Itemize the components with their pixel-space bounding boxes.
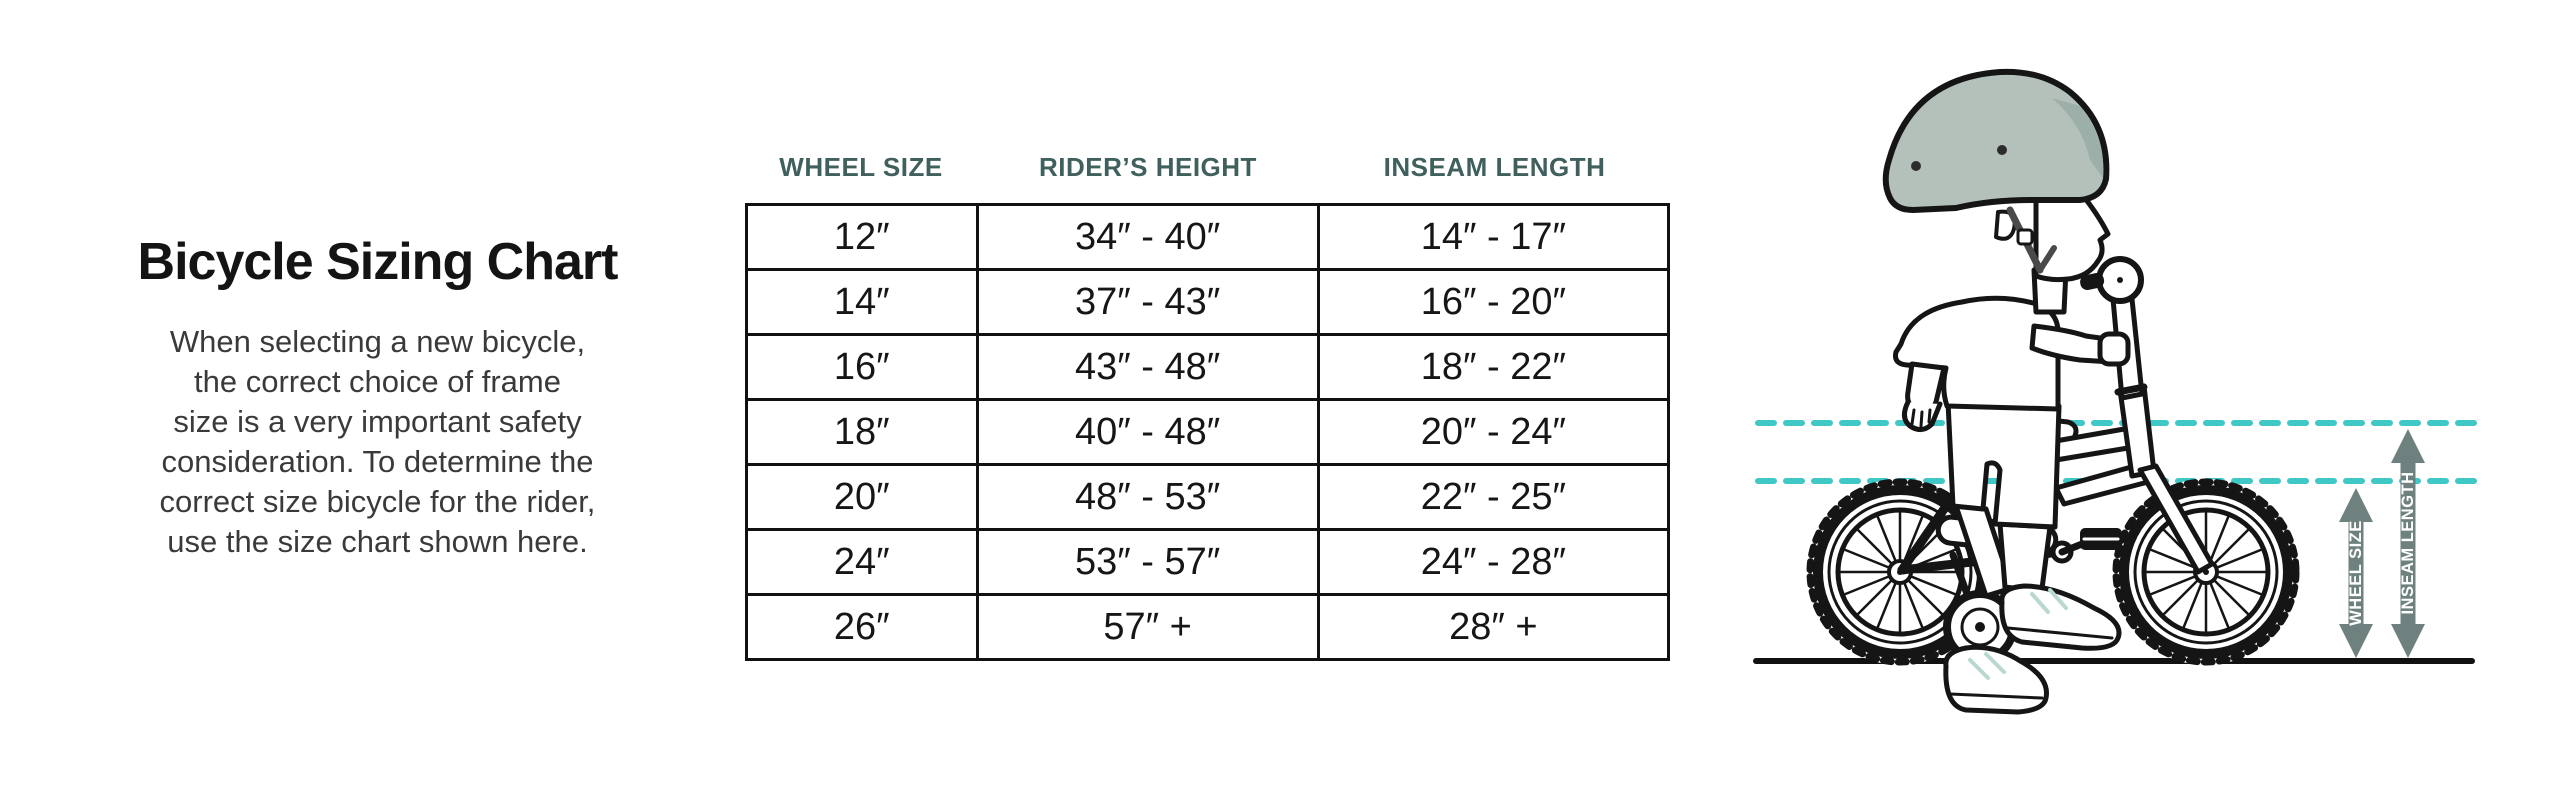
table-cell: 53″ - 57″ — [977, 530, 1318, 595]
table-row — [747, 270, 1669, 335]
size-chart-body — [747, 205, 1669, 660]
table-cell: 24″ — [747, 530, 978, 595]
table-cell: 14″ — [747, 270, 978, 335]
intro-description-line: size is a very important safety — [173, 404, 582, 439]
table-cell: 48″ - 53″ — [977, 465, 1318, 530]
intro-panel — [90, 232, 665, 562]
wheel-size-arrow-label: WHEEL SIZE — [2347, 520, 2365, 626]
column-header: WHEEL SIZE — [779, 152, 943, 182]
page-title: Bicycle Sizing Chart — [137, 233, 618, 291]
table-cell: 14″ - 17″ — [1318, 205, 1668, 270]
table-row — [747, 595, 1669, 660]
near-shoe — [1946, 647, 2047, 712]
bike-size-diagram — [1750, 30, 2520, 730]
table-cell: 57″ + — [977, 595, 1318, 660]
intro-description — [90, 322, 665, 562]
table-cell: 18″ — [747, 400, 978, 465]
front-wheel — [2113, 479, 2299, 665]
intro-description-line: the correct choice of frame — [194, 364, 561, 399]
table-cell: 18″ - 22″ — [1318, 335, 1668, 400]
table-row — [747, 400, 1669, 465]
table-row — [747, 335, 1669, 400]
size-chart-headers — [745, 152, 1670, 183]
table-cell: 20″ - 24″ — [1318, 400, 1668, 465]
table-cell: 43″ - 48″ — [977, 335, 1318, 400]
table-row — [747, 465, 1669, 530]
table-cell: 28″ + — [1318, 595, 1668, 660]
table-cell: 16″ — [747, 335, 978, 400]
column-header: INSEAM LENGTH — [1383, 152, 1606, 182]
size-chart-table — [745, 203, 1670, 661]
size-chart — [745, 152, 1670, 661]
table-cell: 12″ — [747, 205, 978, 270]
intro-description-line: When selecting a new bicycle, — [169, 324, 586, 359]
inseam-length-arrow-label: INSEAM LENGTH — [2399, 471, 2417, 615]
far-shoe — [2002, 586, 2119, 648]
table-cell: 24″ - 28″ — [1318, 530, 1668, 595]
intro-description-line: use the size chart shown here. — [167, 524, 588, 559]
table-row — [747, 530, 1669, 595]
table-cell: 37″ - 43″ — [977, 270, 1318, 335]
table-cell: 16″ - 20″ — [1318, 270, 1668, 335]
intro-description-line: consideration. To determine the — [161, 444, 594, 479]
intro-description-line: correct size bicycle for the rider, — [159, 484, 596, 519]
table-cell: 22″ - 25″ — [1318, 465, 1668, 530]
column-header: RIDER’S HEIGHT — [1039, 152, 1257, 182]
table-cell: 40″ - 48″ — [977, 400, 1318, 465]
table-cell: 34″ - 40″ — [977, 205, 1318, 270]
table-row — [747, 205, 1669, 270]
table-cell: 20″ — [747, 465, 978, 530]
measurement-arrows — [2339, 429, 2425, 658]
helmet — [1886, 72, 2107, 210]
table-cell: 26″ — [747, 595, 978, 660]
